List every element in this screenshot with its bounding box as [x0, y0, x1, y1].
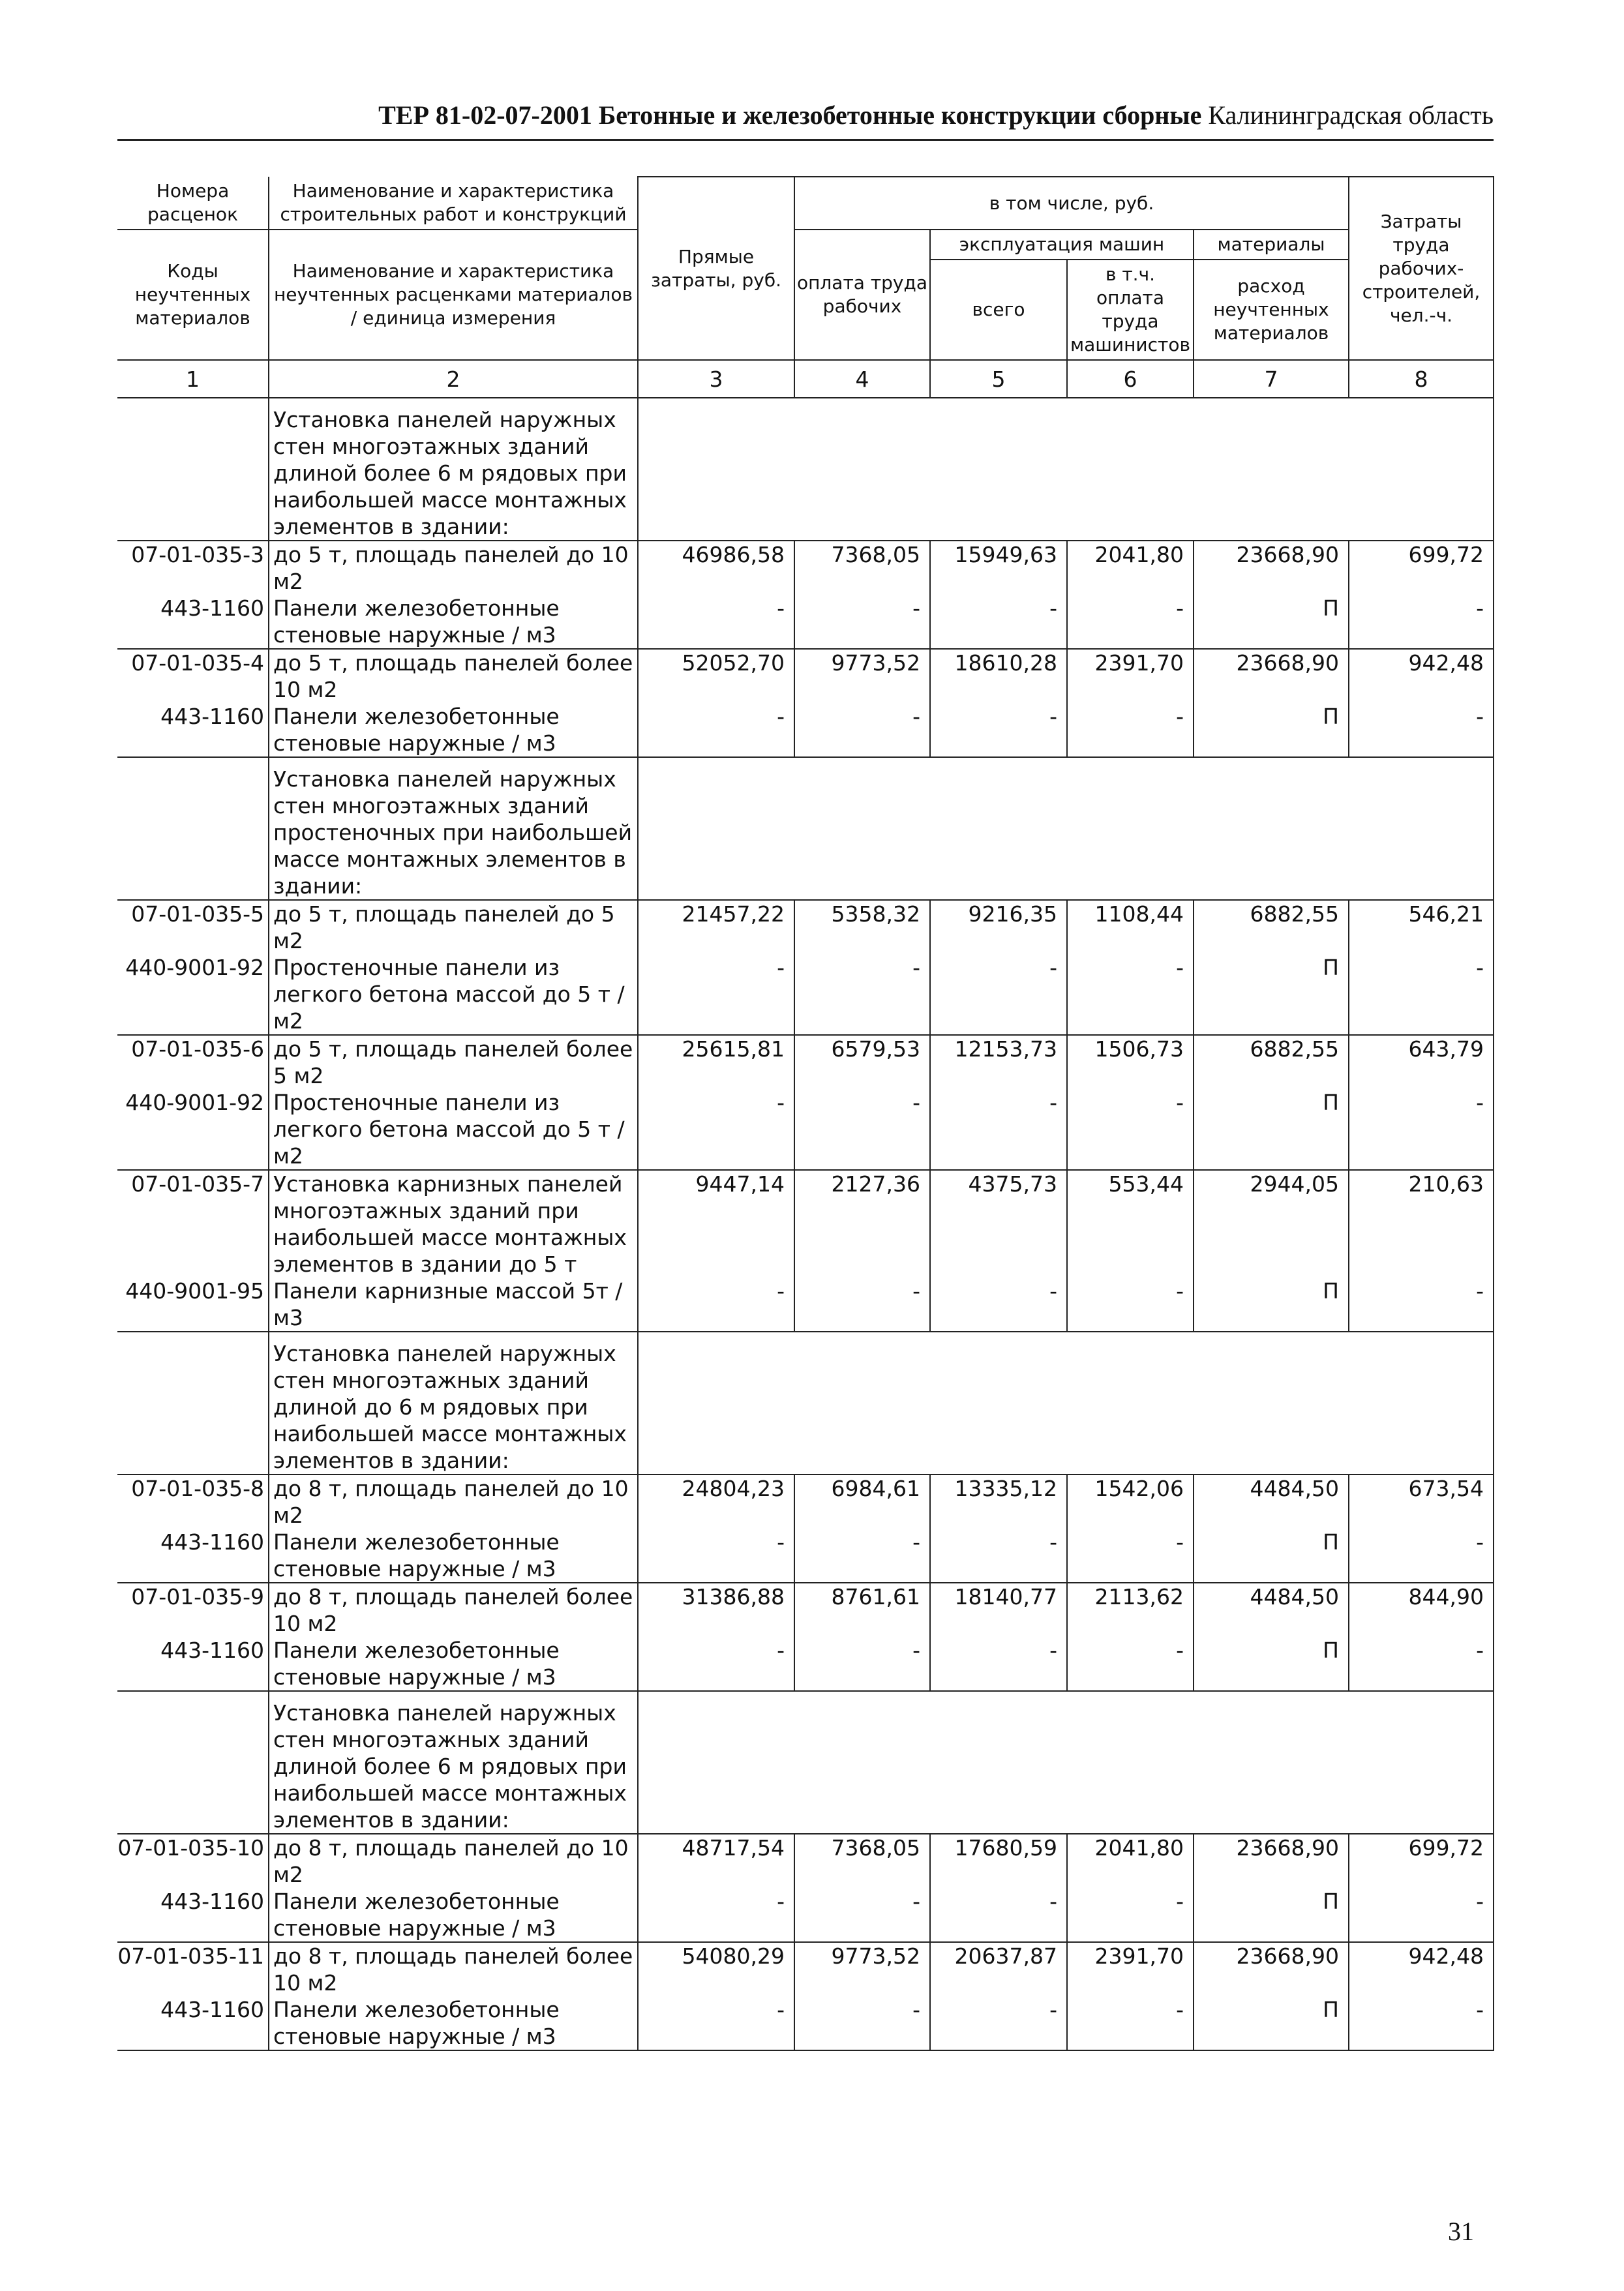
direct-costs: 52052,70 [638, 649, 794, 703]
operator-pay: 2391,70 [1067, 649, 1194, 703]
worker-pay: 5358,32 [794, 900, 930, 954]
materials-cost: П [1194, 1996, 1349, 2050]
rate-name: до 5 т, площадь панелей более 10 м2 [269, 649, 638, 703]
worker-pay: - [794, 1529, 930, 1583]
direct-costs: 9447,14 [638, 1170, 794, 1278]
table-row [117, 541, 1494, 595]
material-name: Панели железобетонные стеновые наружные / м3 [269, 703, 638, 757]
labor-hours: 844,90 [1349, 1583, 1494, 1637]
labor-hours: 210,63 [1349, 1170, 1494, 1278]
direct-costs: - [638, 954, 794, 1035]
worker-pay: 7368,05 [794, 1834, 930, 1888]
head-material-codes: Коды неучтенных материалов [134, 260, 251, 329]
labor-hours: - [1349, 954, 1494, 1035]
section-title: Установка панелей наружных стен многоэтажных зданий длиной более 6 м рядовых при наибольшей массе монтажных элементов в здании: [269, 398, 638, 541]
materials-cost: П [1194, 1637, 1349, 1691]
labor-hours: - [1349, 703, 1494, 757]
machines-total: 13335,12 [930, 1475, 1067, 1529]
col-number: 3 [638, 360, 794, 398]
rate-code: 07-01-035-11 [117, 1943, 264, 1969]
header-section-title: Бетонные и железобетонные конструкции сборные [598, 100, 1202, 130]
direct-costs: - [638, 1089, 794, 1170]
table-row [117, 1583, 1494, 1637]
material-code: 443-1160 [117, 703, 269, 757]
direct-costs: 48717,54 [638, 1834, 794, 1888]
operator-pay: - [1067, 703, 1194, 757]
operator-pay: - [1067, 1888, 1194, 1942]
rate-code: 07-01-035-4 [131, 650, 264, 676]
material-row [117, 1278, 1494, 1332]
col-number: 8 [1349, 360, 1494, 398]
section-1 [117, 398, 1494, 757]
operator-pay: - [1067, 1996, 1194, 2050]
operator-pay: - [1067, 1278, 1194, 1332]
labor-hours: - [1349, 595, 1494, 649]
materials-cost: 4484,50 [1194, 1475, 1349, 1529]
col-number: 7 [1194, 360, 1349, 398]
direct-costs: 31386,88 [638, 1583, 794, 1637]
material-row [117, 1529, 1494, 1583]
material-name: Панели железобетонные стеновые наружные / м3 [269, 595, 638, 649]
section-title: Установка панелей наружных стен многоэтажных зданий простеночных при наибольшей массе монтажных элементов в здании: [269, 757, 638, 900]
operator-pay: - [1067, 595, 1194, 649]
worker-pay: - [794, 1637, 930, 1691]
material-code: 440-9001-95 [117, 1278, 269, 1332]
material-row [117, 1089, 1494, 1170]
machines-total: - [930, 1996, 1067, 2050]
material-row [117, 1888, 1494, 1942]
materials-cost: П [1194, 703, 1349, 757]
head-rate-numbers: Номера расценок [117, 177, 269, 230]
head-work-name: Наименование и характеристика строительных работ и конструкций [269, 177, 638, 230]
head-material-name: Наименование и характеристика неучтенных расценками материалов / единица измерения [269, 230, 638, 360]
materials-cost: П [1194, 595, 1349, 649]
worker-pay: 8761,61 [794, 1583, 930, 1637]
section-2 [117, 757, 1494, 1332]
table-row [117, 1834, 1494, 1888]
head-materials: материалы [1194, 230, 1349, 260]
head-labor-costs: Затраты труда рабочих-строителей, чел.-ч. [1349, 177, 1494, 360]
table-row [117, 1475, 1494, 1529]
direct-costs: 25615,81 [638, 1035, 794, 1089]
operator-pay: - [1067, 954, 1194, 1035]
materials-cost: П [1194, 954, 1349, 1035]
rate-name: до 5 т, площадь панелей до 5 м2 [269, 900, 638, 954]
materials-cost: 4484,50 [1194, 1583, 1349, 1637]
material-name: Панели железобетонные стеновые наружные / м3 [269, 1888, 638, 1942]
head-machines-total: всего [930, 260, 1067, 360]
rate-code: 07-01-035-10 [117, 1835, 264, 1861]
rate-name: до 8 т, площадь панелей до 10 м2 [269, 1834, 638, 1888]
material-name: Простеночные панели из легкого бетона массой до 5 т / м2 [269, 954, 638, 1035]
machines-total: 12153,73 [930, 1035, 1067, 1089]
direct-costs: - [638, 1888, 794, 1942]
rate-name: до 8 т, площадь панелей более 10 м2 [269, 1583, 638, 1637]
materials-cost: 23668,90 [1194, 1942, 1349, 1996]
machines-total: - [930, 1637, 1067, 1691]
material-code: 443-1160 [117, 1529, 269, 1583]
labor-hours: 643,79 [1349, 1035, 1494, 1089]
operator-pay: 2391,70 [1067, 1942, 1194, 1996]
section-title: Установка панелей наружных стен многоэтажных зданий длиной до 6 м рядовых при наибольшей массе монтажных элементов в здании: [269, 1332, 638, 1475]
machines-total: 20637,87 [930, 1942, 1067, 1996]
machines-total: 18140,77 [930, 1583, 1067, 1637]
table-row [117, 1170, 1494, 1278]
rate-name: до 5 т, площадь панелей до 10 м2 [269, 541, 638, 595]
head-machines: эксплуатация машин [930, 230, 1194, 260]
material-row [117, 1996, 1494, 2050]
col-number: 1 [117, 360, 269, 398]
direct-costs: 24804,23 [638, 1475, 794, 1529]
table-row [117, 1035, 1494, 1089]
worker-pay: - [794, 1996, 930, 2050]
labor-hours: 673,54 [1349, 1475, 1494, 1529]
table-row [117, 900, 1494, 954]
operator-pay: - [1067, 1089, 1194, 1170]
machines-total: - [930, 595, 1067, 649]
direct-costs: - [638, 595, 794, 649]
section-3 [117, 1332, 1494, 1691]
running-header [117, 93, 1494, 141]
material-row [117, 595, 1494, 649]
table-row [117, 1942, 1494, 1996]
labor-hours: 942,48 [1349, 649, 1494, 703]
worker-pay: 6984,61 [794, 1475, 930, 1529]
materials-cost: П [1194, 1529, 1349, 1583]
section-title: Установка панелей наружных стен многоэтажных зданий длиной более 6 м рядовых при наибольшей массе монтажных элементов в здании: [269, 1691, 638, 1834]
worker-pay: - [794, 595, 930, 649]
material-code: 443-1160 [117, 1637, 269, 1691]
worker-pay: 9773,52 [794, 1942, 930, 1996]
materials-cost: 6882,55 [1194, 900, 1349, 954]
materials-cost: П [1194, 1278, 1349, 1332]
operator-pay: 2041,80 [1067, 1834, 1194, 1888]
labor-hours: - [1349, 1888, 1494, 1942]
operator-pay: 2113,62 [1067, 1583, 1194, 1637]
material-name: Панели железобетонные стеновые наружные / м3 [269, 1637, 638, 1691]
rate-name: Установка карнизных панелей многоэтажных зданий при наибольшей массе монтажных элементов в здании до 5 т [269, 1170, 638, 1278]
rates-table [117, 176, 1494, 2051]
head-materials-consumption: расход неучтенных материалов [1194, 260, 1349, 360]
rate-code: 07-01-035-3 [131, 542, 264, 567]
labor-hours: - [1349, 1529, 1494, 1583]
materials-cost: 23668,90 [1194, 1834, 1349, 1888]
worker-pay: - [794, 954, 930, 1035]
head-operator-pay: в т.ч. оплата труда машинистов [1067, 260, 1194, 360]
head-direct-costs: Прямые затраты, руб. [638, 177, 794, 360]
machines-total: 9216,35 [930, 900, 1067, 954]
rate-code: 07-01-035-8 [131, 1476, 264, 1501]
materials-cost: 6882,55 [1194, 1035, 1349, 1089]
material-row [117, 954, 1494, 1035]
labor-hours: 546,21 [1349, 900, 1494, 954]
labor-hours: - [1349, 1089, 1494, 1170]
material-row [117, 703, 1494, 757]
materials-cost: П [1194, 1888, 1349, 1942]
rate-code: 07-01-035-6 [131, 1036, 264, 1062]
operator-pay: - [1067, 1637, 1194, 1691]
material-name: Панели железобетонные стеновые наружные / м3 [269, 1529, 638, 1583]
materials-cost: 2944,05 [1194, 1170, 1349, 1278]
rate-name: до 8 т, площадь панелей до 10 м2 [269, 1475, 638, 1529]
worker-pay: 2127,36 [794, 1170, 930, 1278]
machines-total: - [930, 954, 1067, 1035]
header-region: Калининградская область [1208, 100, 1494, 130]
direct-costs: 21457,22 [638, 900, 794, 954]
direct-costs: 46986,58 [638, 541, 794, 595]
header-code: ТЕР 81-02-07-2001 [378, 100, 592, 130]
col-number: 2 [269, 360, 638, 398]
labor-hours: - [1349, 1996, 1494, 2050]
rate-name: до 5 т, площадь панелей более 5 м2 [269, 1035, 638, 1089]
machines-total: - [930, 1888, 1067, 1942]
operator-pay: - [1067, 1529, 1194, 1583]
material-name: Панели железобетонные стеновые наружные / м3 [269, 1996, 638, 2050]
machines-total: - [930, 1278, 1067, 1332]
operator-pay: 553,44 [1067, 1170, 1194, 1278]
machines-total: - [930, 703, 1067, 757]
rate-code: 07-01-035-7 [131, 1171, 264, 1197]
materials-cost: 23668,90 [1194, 541, 1349, 595]
table-row [117, 649, 1494, 703]
worker-pay: 9773,52 [794, 649, 930, 703]
direct-costs: 54080,29 [638, 1942, 794, 1996]
material-row [117, 1637, 1494, 1691]
material-code: 443-1160 [117, 595, 269, 649]
labor-hours: 699,72 [1349, 1834, 1494, 1888]
operator-pay: 1542,06 [1067, 1475, 1194, 1529]
machines-total: 18610,28 [930, 649, 1067, 703]
machines-total: - [930, 1089, 1067, 1170]
direct-costs: - [638, 1529, 794, 1583]
labor-hours: 942,48 [1349, 1942, 1494, 1996]
table-head [117, 177, 1494, 398]
direct-costs: - [638, 703, 794, 757]
page-number: 31 [1448, 2217, 1474, 2246]
materials-cost: П [1194, 1089, 1349, 1170]
header-title [378, 100, 1494, 130]
machines-total: 4375,73 [930, 1170, 1067, 1278]
material-name: Простеночные панели из легкого бетона массой до 5 т / м2 [269, 1089, 638, 1170]
worker-pay: - [794, 1089, 930, 1170]
operator-pay: 2041,80 [1067, 541, 1194, 595]
materials-cost: 23668,90 [1194, 649, 1349, 703]
rate-code: 07-01-035-5 [131, 901, 264, 927]
machines-total: 15949,63 [930, 541, 1067, 595]
direct-costs: - [638, 1996, 794, 2050]
direct-costs: - [638, 1278, 794, 1332]
head-worker-pay: оплата труда рабочих [794, 230, 930, 360]
material-code: 440-9001-92 [117, 954, 269, 1035]
material-code: 443-1160 [117, 1888, 269, 1942]
col-number: 6 [1067, 360, 1194, 398]
machines-total: - [930, 1529, 1067, 1583]
direct-costs: - [638, 1637, 794, 1691]
worker-pay: - [794, 1278, 930, 1332]
rate-code: 07-01-035-9 [131, 1584, 264, 1610]
machines-total: 17680,59 [930, 1834, 1067, 1888]
head-including: в том числе, руб. [794, 177, 1349, 230]
worker-pay: - [794, 703, 930, 757]
labor-hours: 699,72 [1349, 541, 1494, 595]
operator-pay: 1108,44 [1067, 900, 1194, 954]
labor-hours: - [1349, 1637, 1494, 1691]
material-name: Панели карнизные массой 5т / м3 [269, 1278, 638, 1332]
worker-pay: 7368,05 [794, 541, 930, 595]
material-code: 440-9001-92 [117, 1089, 269, 1170]
col-number: 5 [930, 360, 1067, 398]
worker-pay: 6579,53 [794, 1035, 930, 1089]
section-4 [117, 1691, 1494, 2050]
operator-pay: 1506,73 [1067, 1035, 1194, 1089]
material-code: 443-1160 [117, 1996, 269, 2050]
worker-pay: - [794, 1888, 930, 1942]
col-number: 4 [794, 360, 930, 398]
rate-name: до 8 т, площадь панелей более 10 м2 [269, 1942, 638, 1996]
labor-hours: - [1349, 1278, 1494, 1332]
